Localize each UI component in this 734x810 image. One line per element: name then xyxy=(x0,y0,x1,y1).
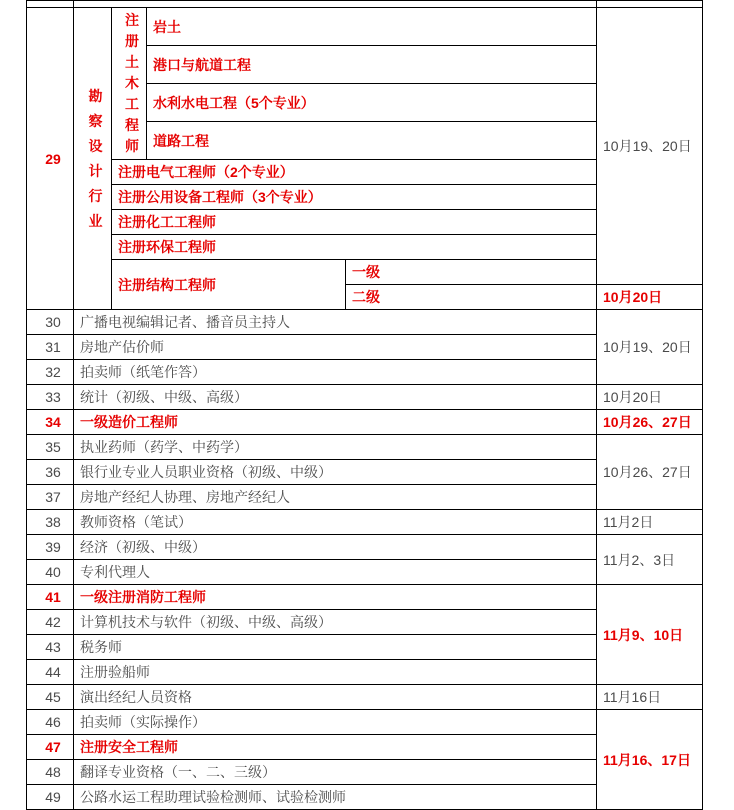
exam-name: 注册公用设备工程师（3个专业） xyxy=(112,185,597,210)
row-number: 48 xyxy=(27,760,74,785)
row-number: 30 xyxy=(27,310,74,335)
row-number: 43 xyxy=(27,635,74,660)
exam-schedule-table xyxy=(26,0,703,810)
exam-name: 房地产经纪人协理、房地产经纪人 xyxy=(74,485,597,510)
exam-name: 港口与航道工程 xyxy=(147,46,597,84)
exam-level: 二级 xyxy=(346,285,597,310)
exam-name: 一级注册消防工程师 xyxy=(74,585,597,610)
exam-level: 一级 xyxy=(346,260,597,285)
exam-name: 水利水电工程（5个专业） xyxy=(147,84,597,122)
exam-name: 注册安全工程师 xyxy=(74,735,597,760)
row-number: 49 xyxy=(27,785,74,810)
exam-name: 统计（初级、中级、高级） xyxy=(74,385,597,410)
row-number: 31 xyxy=(27,335,74,360)
partial-cell-num xyxy=(27,1,74,8)
exam-name: 一级造价工程师 xyxy=(74,410,597,435)
exam-date: 10月26、27日 xyxy=(597,435,703,510)
industry-category-label: 勘察设计行业 xyxy=(88,87,103,229)
civil-engineer-group-cell xyxy=(112,8,147,160)
exam-date: 10月20日 xyxy=(597,385,703,410)
table-row xyxy=(27,310,703,335)
exam-name: 教师资格（笔试） xyxy=(74,510,597,535)
row-number: 47 xyxy=(27,735,74,760)
exam-date: 10月26、27日 xyxy=(597,410,703,435)
exam-name: 演出经纪人员资格 xyxy=(74,685,597,710)
exam-date: 11月2、3日 xyxy=(597,535,703,585)
exam-date: 11月2日 xyxy=(597,510,703,535)
row-number: 34 xyxy=(27,410,74,435)
exam-name: 岩土 xyxy=(147,8,597,46)
row-number: 41 xyxy=(27,585,74,610)
exam-name: 房地产估价师 xyxy=(74,335,597,360)
exam-name: 注册结构工程师 xyxy=(112,260,346,310)
exam-name: 拍卖师（实际操作） xyxy=(74,710,597,735)
partial-cell-date xyxy=(597,1,703,8)
exam-name: 广播电视编辑记者、播音员主持人 xyxy=(74,310,597,335)
row-number: 38 xyxy=(27,510,74,535)
row-number: 42 xyxy=(27,610,74,635)
row-number: 36 xyxy=(27,460,74,485)
exam-name: 注册验船师 xyxy=(74,660,597,685)
exam-date: 11月16日 xyxy=(597,685,703,710)
row-number: 33 xyxy=(27,385,74,410)
row-number: 29 xyxy=(27,8,74,310)
exam-name: 经济（初级、中级） xyxy=(74,535,597,560)
exam-date: 10月20日 xyxy=(597,285,703,310)
table-row xyxy=(27,435,703,460)
exam-name: 执业药师（药学、中药学） xyxy=(74,435,597,460)
table-row-partial xyxy=(27,1,703,8)
table-row xyxy=(27,685,703,710)
row-number: 46 xyxy=(27,710,74,735)
row-number: 35 xyxy=(27,435,74,460)
exam-name: 税务师 xyxy=(74,635,597,660)
civil-engineer-group-label: 注册土木工程师 xyxy=(125,12,139,154)
exam-date: 10月19、20日 xyxy=(597,310,703,385)
table-row xyxy=(27,510,703,535)
row-number: 40 xyxy=(27,560,74,585)
exam-name: 专利代理人 xyxy=(74,560,597,585)
row-number: 32 xyxy=(27,360,74,385)
row-number: 39 xyxy=(27,535,74,560)
table-row xyxy=(27,8,703,46)
table-row xyxy=(27,535,703,560)
industry-category-cell xyxy=(74,8,112,310)
exam-name: 注册电气工程师（2个专业） xyxy=(112,160,597,185)
exam-date: 11月16、17日 xyxy=(597,710,703,810)
partial-cell-body xyxy=(74,1,597,8)
row-number: 44 xyxy=(27,660,74,685)
table-row xyxy=(27,585,703,610)
exam-name: 公路水运工程助理试验检测师、试验检测师 xyxy=(74,785,597,810)
table-row xyxy=(27,710,703,735)
exam-name: 翻译专业资格（一、二、三级） xyxy=(74,760,597,785)
exam-date: 10月19、20日 xyxy=(597,8,703,285)
exam-name: 计算机技术与软件（初级、中级、高级） xyxy=(74,610,597,635)
row-number: 37 xyxy=(27,485,74,510)
exam-date: 11月9、10日 xyxy=(597,585,703,685)
exam-name: 银行业专业人员职业资格（初级、中级） xyxy=(74,460,597,485)
table-row xyxy=(27,410,703,435)
exam-name: 拍卖师（纸笔作答） xyxy=(74,360,597,385)
row-number: 45 xyxy=(27,685,74,710)
table-row xyxy=(27,385,703,410)
exam-name: 注册化工工程师 xyxy=(112,210,597,235)
exam-name: 注册环保工程师 xyxy=(112,235,597,260)
exam-name: 道路工程 xyxy=(147,122,597,160)
